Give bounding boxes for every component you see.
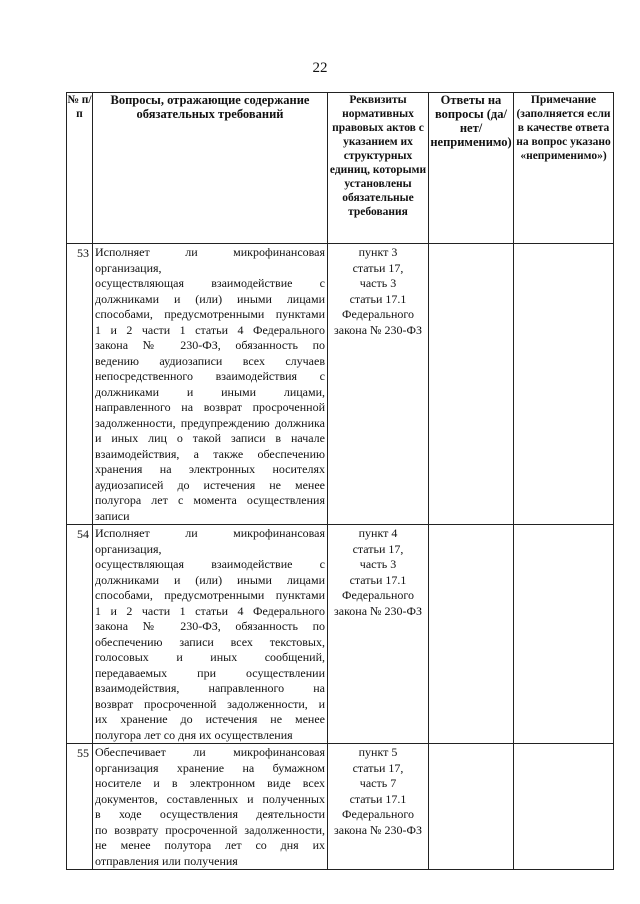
question-line: способами, предусмотренными пунктами bbox=[95, 307, 325, 321]
answer-cell[interactable] bbox=[429, 525, 514, 744]
requisites-line: пункт 4 bbox=[358, 526, 398, 540]
requisites-line: статьи 17, bbox=[352, 760, 404, 775]
question-line: отправления или получения bbox=[95, 853, 238, 868]
requisites-line: закона № 230-ФЗ bbox=[334, 822, 422, 837]
header-note: Примечание (заполняется если в качестве ответа на вопрос указано «неприменимо») bbox=[514, 93, 614, 244]
requisites-line: Федерального bbox=[341, 588, 415, 602]
question-line: организация хранение на бумажном bbox=[95, 760, 325, 775]
page-number: 22 bbox=[312, 60, 328, 76]
question-line: взаимодействия, направленного на bbox=[95, 681, 325, 695]
question-line: хранения на электронных носителях bbox=[95, 462, 325, 476]
question-line: способами, предусмотренными пунктами bbox=[95, 588, 325, 602]
question-line: Исполняет ли микрофинансовая организация, bbox=[95, 245, 325, 275]
requisites-line: пункт 5 bbox=[358, 745, 398, 759]
question-line: должниками и (или) иными лицами bbox=[95, 572, 325, 587]
table-header-row bbox=[67, 93, 614, 244]
question-line: Исполняет ли микрофинансовая организация, bbox=[95, 526, 325, 556]
requisites-line: Федерального bbox=[341, 807, 415, 821]
requisites-cell bbox=[328, 525, 429, 744]
question-line: задолженности, предупреждению должника bbox=[95, 415, 325, 430]
question-line: 1 и 2 части 1 статьи 4 Федерального bbox=[95, 322, 325, 337]
question-line: 1 и 2 части 1 статьи 4 Федерального bbox=[95, 603, 325, 618]
question-line: их хранение до истечения не менее bbox=[95, 712, 325, 726]
question-line: Обеспечивает ли микрофинансовая bbox=[95, 745, 325, 759]
requisites-line: статьи 17, bbox=[352, 541, 404, 556]
requisites-line: закона № 230-ФЗ bbox=[334, 322, 422, 337]
question-line: осуществляющая взаимодействие с bbox=[95, 557, 325, 571]
question-cell bbox=[93, 244, 328, 525]
question-line: взаимодействия, а также обеспечению bbox=[95, 446, 325, 461]
requisites-line: статьи 17.1 bbox=[349, 572, 407, 587]
question-line: закона № 230-ФЗ, обязанность по bbox=[95, 338, 325, 352]
question-line: полугора лет с момента осуществления bbox=[95, 493, 325, 507]
requirements-table bbox=[66, 92, 614, 870]
question-line: осуществляющая взаимодействие с bbox=[95, 276, 325, 290]
table-row bbox=[67, 244, 614, 525]
header-question: Вопросы, отражающие содержание обязательных требований bbox=[93, 93, 328, 244]
requisites-line: статьи 17.1 bbox=[349, 291, 407, 306]
question-line: голосовых и иных сообщений, bbox=[95, 650, 325, 664]
question-line: направленного на возврат просроченной bbox=[95, 400, 325, 414]
question-line: в ходе осуществления деятельности bbox=[95, 807, 325, 821]
question-line: непосредственного взаимодействия с bbox=[95, 369, 325, 383]
requisites-line: статьи 17, bbox=[352, 260, 404, 275]
requisites-line: часть 3 bbox=[359, 557, 397, 571]
question-line: носителе и в электронном виде всех bbox=[95, 776, 325, 790]
note-cell[interactable] bbox=[514, 244, 614, 525]
table-row bbox=[67, 525, 614, 744]
question-line: ведению аудиозаписи всех случаев bbox=[95, 353, 325, 368]
question-line: не менее полутора лет со дня их bbox=[95, 838, 325, 852]
requisites-line: закона № 230-ФЗ bbox=[334, 603, 422, 618]
note-cell[interactable] bbox=[514, 744, 614, 870]
question-line: записи bbox=[95, 508, 130, 523]
question-line: по возврату просроченной задолженности, bbox=[95, 822, 325, 837]
header-answers: Ответы на вопросы (да/нет/ неприменимо) bbox=[429, 93, 514, 244]
requisites-line: пункт 3 bbox=[358, 245, 398, 259]
requisites-line: часть 7 bbox=[359, 776, 397, 790]
question-line: и иных лиц о такой записи в начале bbox=[95, 431, 325, 445]
question-line: возврат просроченной задолженности, и bbox=[95, 696, 325, 711]
answer-cell[interactable] bbox=[429, 244, 514, 525]
question-line: полугора лет со дня их осуществления bbox=[95, 727, 293, 742]
row-number: 54 bbox=[67, 525, 93, 744]
requisites-cell bbox=[328, 744, 429, 870]
question-line: должниками и иными лицами, bbox=[95, 384, 325, 399]
question-line: передаваемых при осуществлении bbox=[95, 665, 325, 680]
requisites-line: статьи 17.1 bbox=[349, 791, 407, 806]
requisites-line: Федерального bbox=[341, 307, 415, 321]
question-line: закона № 230-ФЗ, обязанность по bbox=[95, 619, 325, 633]
header-requisites: Реквизиты нормативных правовых актов с указанием их структурных единиц, которыми установлены обязательные требования bbox=[328, 93, 429, 244]
row-number: 53 bbox=[67, 244, 93, 525]
table-row bbox=[67, 744, 614, 870]
question-cell bbox=[93, 525, 328, 744]
question-cell bbox=[93, 744, 328, 870]
requisites-line: часть 3 bbox=[359, 276, 397, 290]
answer-cell[interactable] bbox=[429, 744, 514, 870]
row-number: 55 bbox=[67, 744, 93, 870]
requisites-cell bbox=[328, 244, 429, 525]
question-line: должниками и (или) иными лицами bbox=[95, 291, 325, 306]
question-line: обеспечению записи всех текстовых, bbox=[95, 634, 325, 649]
note-cell[interactable] bbox=[514, 525, 614, 744]
question-line: аудиозаписей до истечения не менее bbox=[95, 477, 325, 492]
header-num: № п/п bbox=[67, 93, 93, 244]
question-line: документов, составленных и полученных bbox=[95, 791, 325, 806]
